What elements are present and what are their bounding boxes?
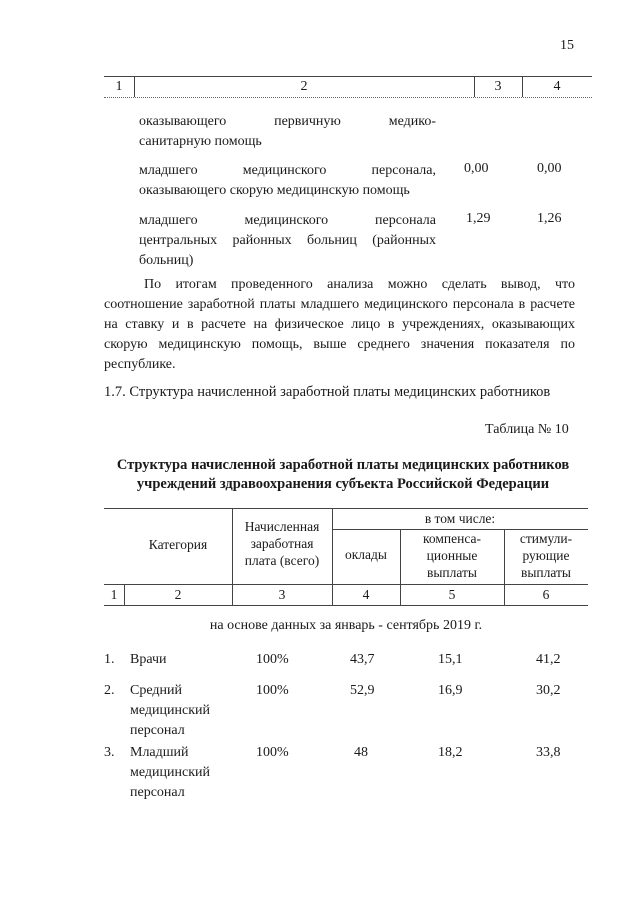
column-number: 4 bbox=[553, 79, 561, 94]
header-salaries: оклады bbox=[345, 547, 387, 562]
column-number: 3 bbox=[278, 587, 286, 602]
table-cell: 0,00 bbox=[464, 161, 489, 176]
column-number: 1 bbox=[115, 79, 123, 94]
section-heading: 1.7. Структура начисленной заработной платы медицинских работников bbox=[104, 384, 551, 400]
table-cell: 1,29 bbox=[466, 211, 491, 226]
column-number: 4 bbox=[362, 587, 370, 602]
structure-table-header bbox=[104, 508, 588, 606]
column-number: 3 bbox=[494, 79, 502, 94]
table-cell: 1,26 bbox=[537, 211, 562, 226]
conclusion-paragraph: По итогам проведенного анализа можно сделать вывод, что соотношение заработной платы младшего медицинского персонала в расчете на ставку и в расчете на физическое лицо в учреждениях, оказывающих скорую медицинскую помощь, выше среднего значения показателя по республике. bbox=[104, 277, 575, 372]
table-row-text: младшего медицинского персонала центральных районных больниц (районных больниц) bbox=[139, 213, 436, 268]
table-cell: 0,00 bbox=[537, 161, 562, 176]
table-title: Структура начисленной заработной платы медицинских работников учреждений здравоохранения субъекта Российской Федерации bbox=[116, 457, 570, 492]
data-period-note: на основе данных за январь - сентябрь 2019 г. bbox=[209, 618, 483, 633]
header-including: в том числе: bbox=[424, 511, 496, 526]
header-compensation: компенса- ционные выплаты bbox=[423, 531, 481, 580]
column-number: 6 bbox=[542, 587, 550, 602]
column-number: 2 bbox=[300, 79, 308, 94]
table-caption: Таблица № 10 bbox=[485, 422, 569, 437]
continuation-table-header bbox=[104, 76, 592, 98]
column-number: 5 bbox=[448, 587, 456, 602]
header-category: Категория bbox=[148, 537, 208, 552]
column-number: 1 bbox=[110, 587, 118, 602]
table-row-text: оказывающего первичную медико- санитарную помощь bbox=[139, 114, 436, 149]
header-accrued: Начисленная заработная плата (всего) bbox=[244, 519, 320, 568]
table-row-text: младшего медицинского персонала, оказывающего скорую медицинскую помощь bbox=[139, 163, 436, 198]
column-number: 2 bbox=[174, 587, 182, 602]
header-incentive: стимули- рующие выплаты bbox=[519, 531, 573, 580]
page-number: 15 bbox=[560, 38, 574, 53]
